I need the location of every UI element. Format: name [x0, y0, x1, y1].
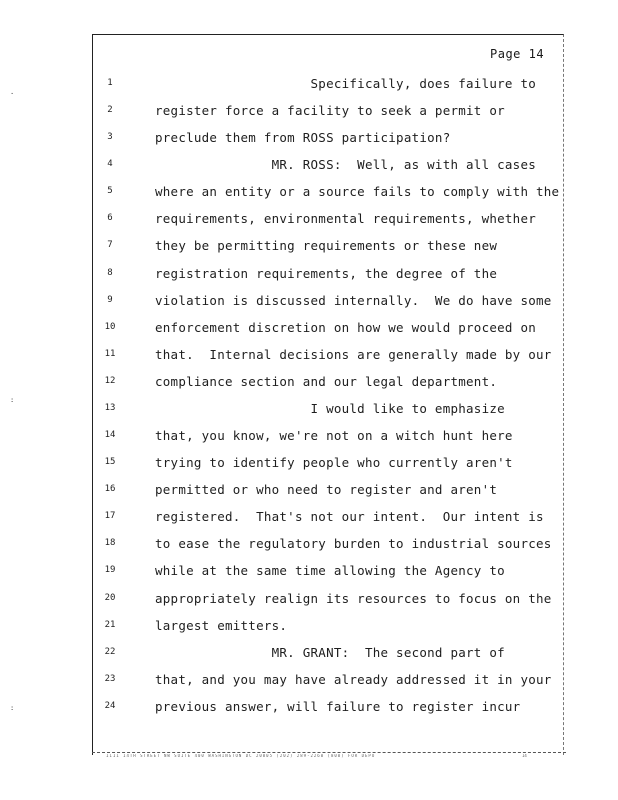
transcript-line: Specifically, does failure to — [155, 76, 537, 91]
footer-reporter-info: 1111 14TH STREET NW SUITE 400 WASHINGTON DC 20005 (202) 289-2260 (800) FOR DEPO — [106, 754, 376, 758]
line-number: 16 — [104, 484, 116, 495]
transcript-line: that, and you may have already addressed it in your — [155, 671, 552, 687]
line-number: 23 — [104, 673, 116, 684]
line-number: 21 — [104, 619, 116, 630]
transcript-line: previous answer, will failure to register incur — [155, 698, 521, 714]
line-number: 9 — [107, 294, 113, 305]
line-number: 3 — [107, 132, 113, 143]
line-number: 14 — [104, 430, 116, 441]
page-number: Page 14 — [490, 47, 545, 61]
line-number: 15 — [104, 457, 116, 468]
line-number: 7 — [107, 240, 113, 251]
transcript-line: register force a facility to seek a permit or — [155, 103, 505, 119]
line-number: 20 — [104, 592, 116, 603]
line-number: 2 — [107, 105, 113, 116]
line-number: 13 — [104, 402, 116, 413]
line-number: 24 — [104, 700, 116, 711]
transcript-line: to ease the regulatory burden to industrial sources — [155, 536, 552, 552]
transcript-line: I would like to emphasize — [155, 400, 505, 416]
line-number: 6 — [107, 213, 113, 224]
line-number: 8 — [107, 267, 113, 278]
transcript-line: where an entity or a source fails to comply with the — [155, 184, 560, 200]
transcript-line: requirements, environmental requirements, whether — [155, 211, 537, 227]
transcript-line: violation is discussed internally. We do have some — [155, 292, 552, 308]
transcript-line: registration requirements, the degree of the — [155, 265, 498, 281]
transcript-line: enforcement discretion on how we would proceed on — [155, 319, 537, 335]
line-number: 11 — [104, 348, 116, 359]
transcript-line: they be permitting requirements or these new — [155, 238, 498, 254]
transcript-line: preclude them from ROSS participation? — [155, 130, 451, 146]
line-number: 22 — [104, 646, 116, 657]
transcript-line: that. Internal decisions are generally made by our — [155, 346, 552, 362]
transcript-line: MR. ROSS: Well, as with all cases — [155, 157, 537, 173]
transcript-line: permitted or who need to register and aren't — [155, 482, 498, 498]
line-number: 4 — [107, 159, 113, 170]
scan-mark: : — [10, 396, 15, 404]
transcript-line: appropriately realign its resources to focus on the — [155, 590, 552, 606]
transcript-line: trying to identify people who currently aren't — [155, 455, 513, 471]
transcript-line: compliance section and our legal department. — [155, 373, 498, 389]
line-number: 1 — [107, 78, 113, 88]
transcript-line: largest emitters. — [155, 617, 288, 633]
footer-page-ref: 14 — [522, 754, 527, 758]
transcript-line: MR. GRANT: The second part of — [155, 644, 505, 660]
scan-mark: · — [10, 90, 15, 98]
line-number: 18 — [104, 538, 116, 549]
line-number: 5 — [107, 186, 113, 197]
line-number: 17 — [104, 511, 116, 522]
line-number: 10 — [104, 321, 116, 332]
transcript-line: registered. That's not our intent. Our intent is — [155, 509, 544, 525]
footer-rule — [92, 752, 566, 753]
scan-mark: : — [10, 704, 15, 712]
transcript-line: that, you know, we're not on a witch hunt here — [155, 428, 513, 444]
transcript-line: while at the same time allowing the Agency to — [155, 563, 505, 579]
line-number: 19 — [104, 565, 116, 576]
line-number: 12 — [104, 375, 116, 386]
